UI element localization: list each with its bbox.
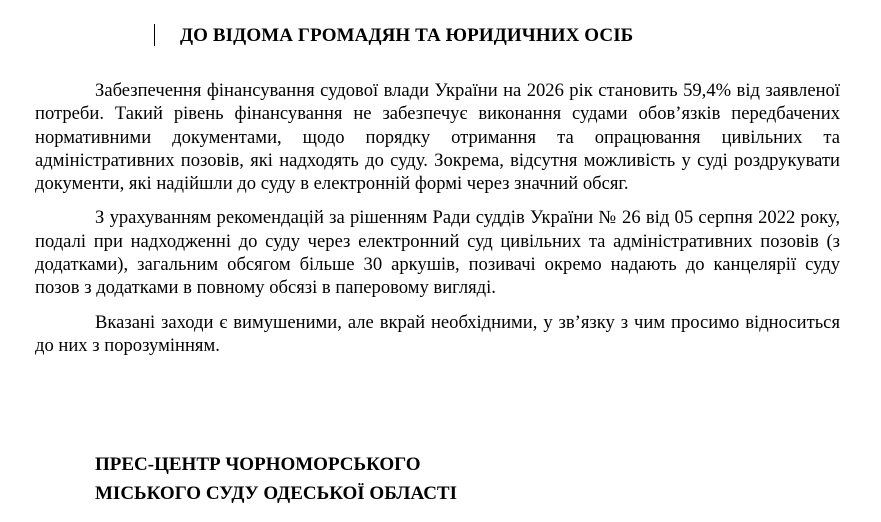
signature-line-2: МІСЬКОГО СУДУ ОДЕСЬКОЇ ОБЛАСТІ (95, 483, 458, 504)
paragraph-funding: Забезпечення фінансування судової влади України на 2026 рік становить 59,4% від заявленої потреби. Такий рівень фінансування не забезпечує виконання судами обов’язків передбачених нормативними документами, щодо порядку отримання та опрацювання цивільних та адміністративних позовів, які надходять до суду. Зокрема, відсутня можливість у суді роздрукувати документи, які надійшли до суду в електронній формі через значний обсяг. (35, 80, 840, 195)
paragraph-recommendations: З урахуванням рекомендацій за рішенням Ради суддів України № 26 від 05 серпня 2022 року, подалі при надходженні до суду через електронний суд цивільних та адміністративних позовів (з додатками), загальним обсягом більше 30 аркушів, позивачі окремо надають до канцелярії суду позов з додатками в повному обсязі в паперовому вигляді. (35, 207, 840, 299)
document-body (35, 79, 840, 368)
signature-block (95, 450, 457, 508)
document-title: ДО ВІДОМА ГРОМАДЯН ТА ЮРИДИЧНИХ ОСІБ (180, 25, 634, 46)
signature-line-1: ПРЕС-ЦЕНТР ЧОРНОМОРСЬКОГО (95, 454, 421, 475)
text-cursor (154, 24, 155, 46)
paragraph-request: Вказані заходи є вимушеними, але вкрай необхідними, у зв’язку з чим просимо відноситься до них з порозумінням. (35, 311, 840, 356)
